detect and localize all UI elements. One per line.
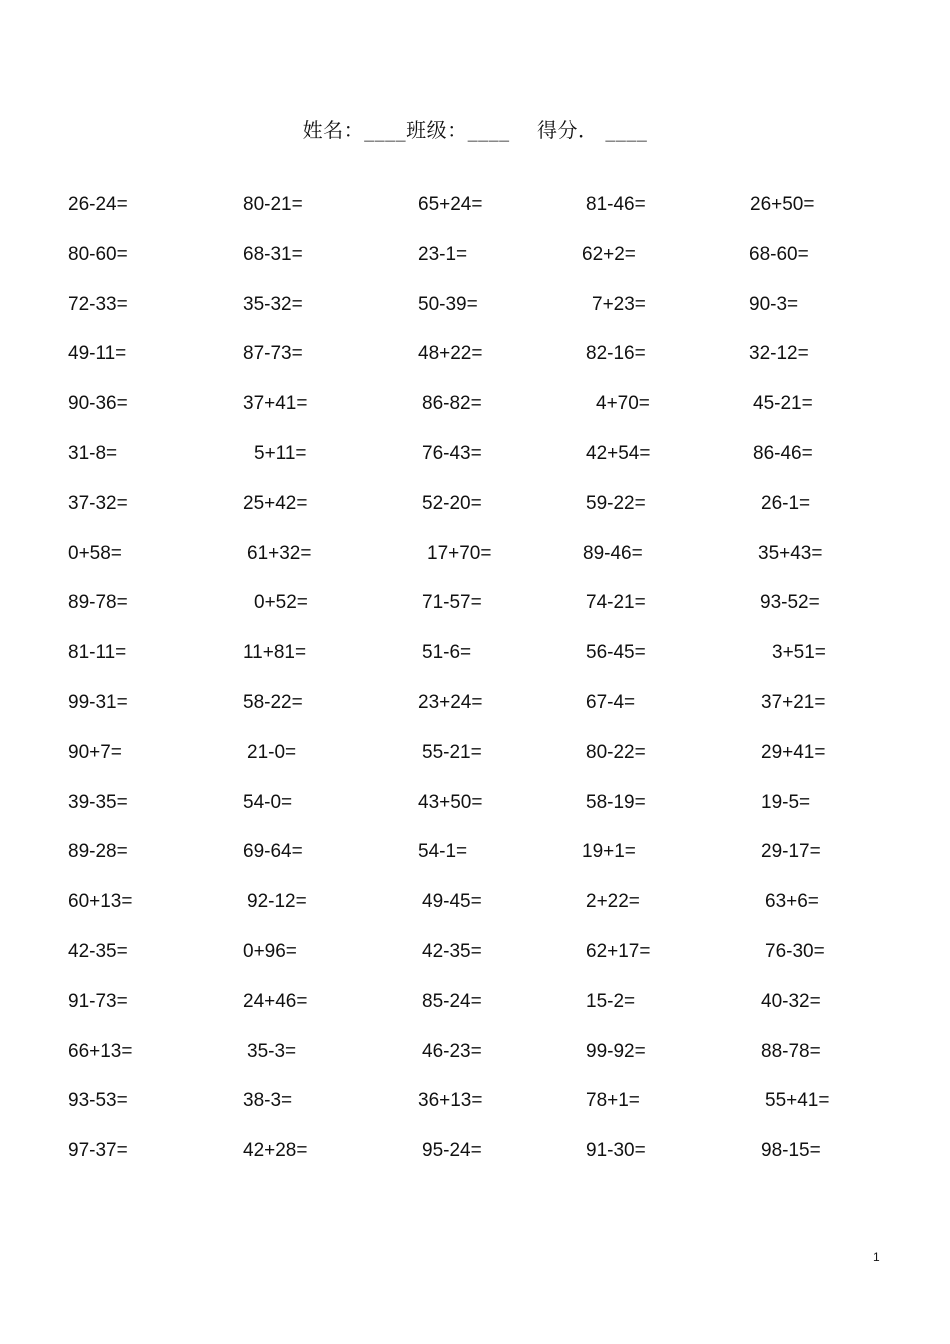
math-problem: 49-11= [68,343,127,365]
math-problem: 67-4= [586,692,636,713]
problem-row [0,591,950,615]
math-problem: 3+51= [772,642,826,664]
problem-row [0,691,950,715]
math-problem: 51-6= [422,642,472,664]
math-problem: 42+54= [586,443,651,464]
math-problem: 35-32= [243,293,303,315]
math-problem: 26-1= [761,492,811,514]
problem-row [0,1040,950,1064]
math-problem: 0+96= [243,941,297,962]
problem-row [0,293,950,317]
math-problem: 35-3= [247,1040,297,1062]
math-problem: 37+21= [761,692,826,713]
math-problem: 31-8= [68,443,118,464]
math-problem: 59-22= [586,492,646,514]
math-problem: 35+43= [758,542,823,564]
problem-row [0,193,950,217]
math-problem: 0+58= [68,542,122,564]
math-problem: 26-24= [68,194,128,215]
math-problem: 68-31= [243,243,303,265]
math-problem: 72-33= [68,293,128,315]
math-problem: 49-45= [422,891,482,913]
math-problem: 58-22= [243,692,303,713]
problem-row [0,990,950,1014]
math-problem: 52-20= [422,492,482,514]
math-problem: 55-21= [422,741,482,763]
math-problem: 42-35= [68,941,128,962]
math-problem: 37+41= [243,393,308,415]
math-problem: 19-5= [761,791,811,813]
problem-row [0,641,950,665]
math-problem: 63+6= [765,891,819,913]
math-problem: 91-30= [586,1140,646,1162]
problem-row [0,342,950,366]
math-problem: 97-37= [68,1140,128,1162]
math-problem: 26+50= [750,194,815,215]
problem-row [0,791,950,815]
math-problem: 58-19= [586,791,646,813]
math-problem: 39-35= [68,791,128,813]
problem-row [0,840,950,864]
math-problem: 29+41= [761,741,826,763]
math-problem: 62+17= [586,941,651,962]
math-problem: 76-30= [765,941,825,962]
problem-row [0,1089,950,1113]
math-problem: 23-1= [418,243,468,265]
math-problem: 98-15= [761,1140,821,1162]
math-problem: 36+13= [418,1090,483,1112]
math-problem: 11+81= [243,642,307,664]
math-problem: 42+28= [243,1140,308,1162]
math-problem: 2+22= [586,891,640,913]
math-problem: 60+13= [68,891,133,913]
math-problem: 91-73= [68,990,128,1012]
math-problem: 80-60= [68,243,128,265]
math-problem: 42-35= [422,941,482,962]
math-problem: 45-21= [753,393,813,415]
math-problem: 92-12= [247,891,307,913]
math-problem: 69-64= [243,841,303,863]
math-problem: 40-32= [761,990,821,1012]
math-problem: 66+13= [68,1040,133,1062]
math-problem: 0+52= [254,592,308,614]
math-problem: 80-22= [586,741,646,763]
math-problem: 82-16= [586,343,646,365]
problem-row [0,392,950,416]
math-problem: 90-3= [749,293,799,315]
problem-row [0,492,950,516]
math-problem: 56-45= [586,642,646,664]
math-problem: 95-24= [422,1140,482,1162]
math-problem: 99-92= [586,1040,646,1062]
math-problem: 71-57= [422,592,482,614]
problem-row [0,1139,950,1163]
score-label: 得分． [537,118,599,142]
math-problem: 50-39= [418,293,478,315]
math-problem: 38-3= [243,1090,293,1112]
math-problem: 23+24= [418,692,483,713]
math-problem: 19+1= [582,841,636,863]
problem-row [0,243,950,267]
math-problem: 89-78= [68,592,128,614]
math-problem: 55+41= [765,1090,830,1112]
math-problem: 32-12= [749,343,809,365]
class-label: 班级： [406,118,468,142]
math-problem: 76-43= [422,443,482,464]
math-problem: 90-36= [68,393,128,415]
math-problem: 68-60= [749,243,809,265]
math-problem: 7+23= [592,293,646,315]
problem-row [0,542,950,566]
math-problem: 90+7= [68,741,122,763]
math-problem: 81-46= [586,194,646,215]
math-problem: 87-73= [243,343,303,365]
math-problem: 29-17= [761,841,821,863]
name-label: 姓名： [302,118,365,142]
math-problem: 86-46= [753,443,813,464]
math-problem: 61+32= [247,542,312,564]
math-problem: 88-78= [761,1040,821,1062]
math-problem: 54-0= [243,791,293,813]
score-blank: ____ [605,118,648,142]
problem-row [0,890,950,914]
problem-row [0,940,950,964]
math-problem: 54-1= [418,841,468,863]
math-problem: 78+1= [586,1090,640,1112]
math-problem: 43+50= [418,791,483,813]
math-problem: 21-0= [247,741,297,763]
math-problem: 48+22= [418,343,483,365]
problem-row [0,741,950,765]
math-problem: 15-2= [586,990,636,1012]
math-problem: 99-31= [68,692,128,713]
math-problem: 65+24= [418,194,483,215]
math-problem: 85-24= [422,990,482,1012]
page-number: 1 [873,1250,880,1264]
math-problem: 81-11= [68,642,127,664]
math-problem: 17+70= [427,542,492,564]
math-problem: 93-53= [68,1090,128,1112]
math-problem: 62+2= [582,243,636,265]
class-blank: ____ [467,118,510,142]
math-problem: 4+70= [596,393,650,415]
name-blank: ____ [364,118,407,142]
math-problem: 80-21= [243,194,303,215]
problem-row [0,442,950,466]
math-problem: 89-46= [583,542,643,564]
math-problem: 86-82= [422,393,482,415]
math-problem: 5+11= [254,443,307,464]
math-problem: 89-28= [68,841,128,863]
math-problem: 24+46= [243,990,308,1012]
math-problem: 74-21= [586,592,646,614]
math-problem: 37-32= [68,492,128,514]
math-problem: 93-52= [760,592,820,614]
math-problem: 25+42= [243,492,308,514]
math-problem: 46-23= [422,1040,482,1062]
